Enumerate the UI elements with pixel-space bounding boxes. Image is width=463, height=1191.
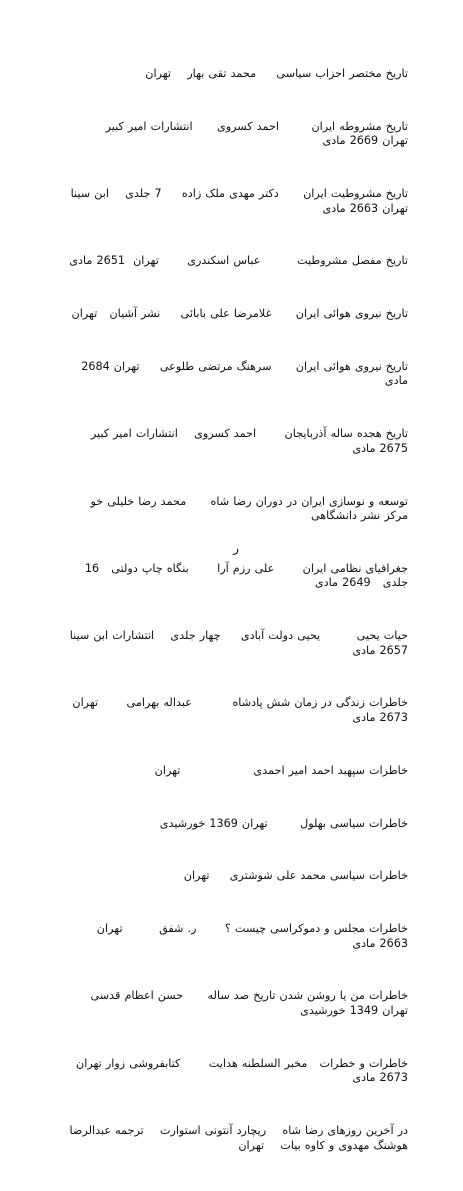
bibliography-entry: توسعه و نوسازی ایران در دوران رضا شاه محمد رضا خلیلی خو مرکز نشر دانشگاهی xyxy=(62,494,408,523)
bibliography-entry: تاریخ نیروی هوائی ایران غلامرضا علی بابائی نشر آشیان تهران xyxy=(71,307,408,321)
bibliography-entry: خاطرات من یا روشن شدن تاریخ صد ساله حسن اعظام قدسی تهران 1349 خورشیدی xyxy=(74,989,408,1017)
bibliography-entry: خاطرات سیاسی محمد علی شوشتری تهران xyxy=(183,869,408,883)
bibliography-entry: خاطرات مجلس و دموکراسی چیست ؟ ر. شفق تهران 2663 مادی xyxy=(92,922,408,950)
bibliography-entry: تاریخ مفصل مشروطیت عباس اسکندری تهران 2651 مادی xyxy=(69,254,408,268)
bibliography-entry: خاطرات سپهبد احمد امیر احمدی تهران xyxy=(154,763,408,777)
bibliography-list xyxy=(45,38,408,1191)
bibliography-entry: خاطرات سیاسی بهلول تهران 1369 خورشیدی xyxy=(159,816,408,830)
bibliography-entry: خاطرات زندگی در زمان شش پادشاه عبداله بهرامی تهران 2673 مادی xyxy=(68,696,408,724)
bibliography-entry: تاریخ مختصر احزاب سیاسی محمد تقی بهار تهران xyxy=(145,67,408,80)
bibliography-entry: جغرافیای نظامی ایران علی رزم آرا بنگاه چاپ دولتی 16 جلدی 2649 مادی xyxy=(80,561,408,590)
bibliography-entry: تاریخ نیروی هوائی ایران سرهنگ مرتضی طلوعی تهران 2684 مادی xyxy=(77,359,408,388)
bibliography-entry: تاریخ هجده ساله آذربایجان احمد کسروی انتشارات امیر کبیر 2675 مادی xyxy=(66,427,408,455)
bibliography-entry: تاریخ مشروطیت ایران دکتر مهدی ملک زاده 7 جلدی ابن سینا تهران 2663 مادی xyxy=(66,187,408,215)
page-footer-mark: ر xyxy=(233,541,239,555)
bibliography-entry: در آخرین روزهای رضا شاه ریچارد آنتونی استوارت ترجمه عبدالرضا هوشنگ مهدوی و کاوه بیات تهران xyxy=(65,1124,408,1152)
bibliography-entry: تاریخ مشروطه ایران احمد کسروی انتشارات امیر کبیر تهران 2669 مادی xyxy=(89,119,408,148)
bibliography-entry: حیات یحیی یحیی دولت آبادی چهار جلدی انتشارات ابن سینا 2657 مادی xyxy=(45,629,408,657)
bibliography-entry: خاطرات و خطرات مخبر السلطنه هدایت کتابفروشی زوار تهران 2673 مادی xyxy=(71,1056,408,1085)
